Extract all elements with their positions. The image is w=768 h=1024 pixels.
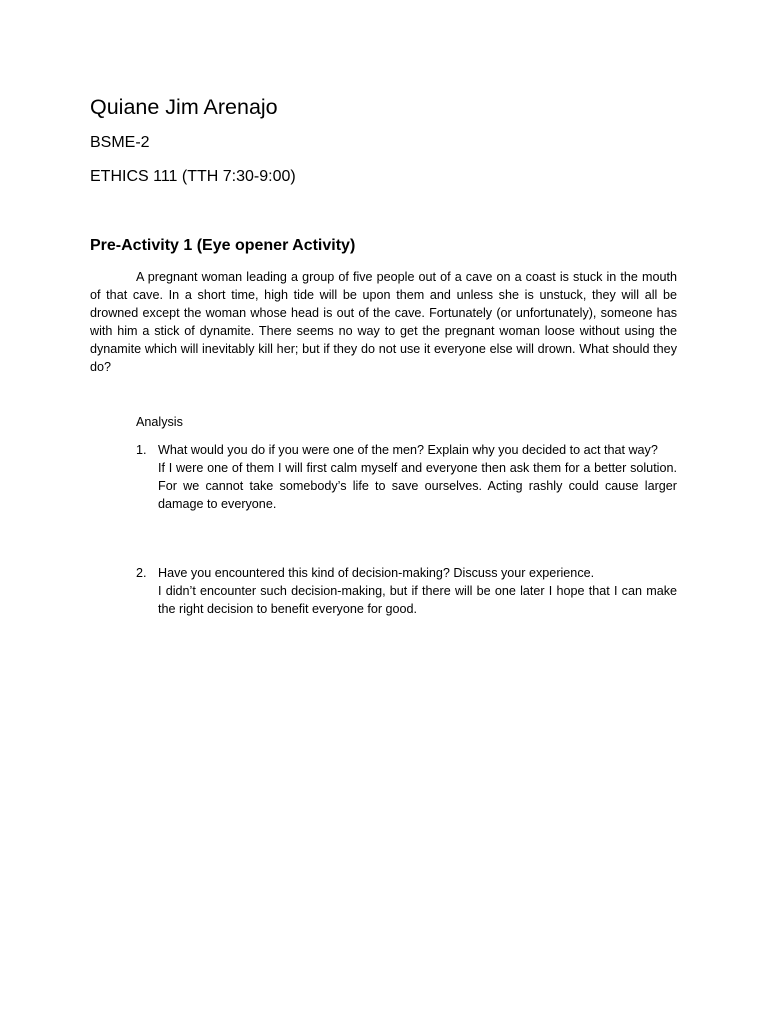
item-answer: I didn’t encounter such decision-making, but if there will be one later I hope that I can make the right decision to benefit everyone for good.	[158, 584, 677, 616]
item-body	[158, 564, 677, 618]
item-answer: If I were one of them I will first calm myself and everyone then ask them for a better solution. For we cannot take somebody’s life to save ourselves. Acting rashly could cause larger damage to everyone.	[158, 461, 677, 511]
course-code: BSME-2	[90, 134, 150, 151]
student-name: Quiane Jim Arenajo	[90, 95, 278, 119]
item-question: What would you do if you were one of the men? Explain why you decided to act that way?	[158, 443, 658, 457]
analysis-item-2	[136, 564, 677, 618]
item-question: Have you encountered this kind of decision-making? Discuss your experience.	[158, 566, 595, 580]
item-body	[158, 441, 677, 513]
activity-title: Pre-Activity 1 (Eye opener Activity)	[90, 237, 356, 254]
scenario-paragraph: A pregnant woman leading a group of five people out of a cave on a coast is stuck in the mouth of that cave. In a short time, high tide will be upon them and unless she is unstuck, they will all be drowned except the woman whose head is out of the cave. Fortunately (or unfortunately), someone has with him a stick of dynamite. There seems no way to get the pregnant woman loose without using the dynamite which will inevitably kill her; but if they do not use it everyone else will drown. What should they do?	[90, 270, 677, 374]
analysis-label: Analysis	[136, 415, 183, 429]
item-number: 2.	[136, 566, 147, 580]
item-number: 1.	[136, 443, 147, 457]
subject-schedule: ETHICS 111 (TTH 7:30-9:00)	[90, 168, 296, 185]
analysis-item-1	[136, 441, 677, 513]
